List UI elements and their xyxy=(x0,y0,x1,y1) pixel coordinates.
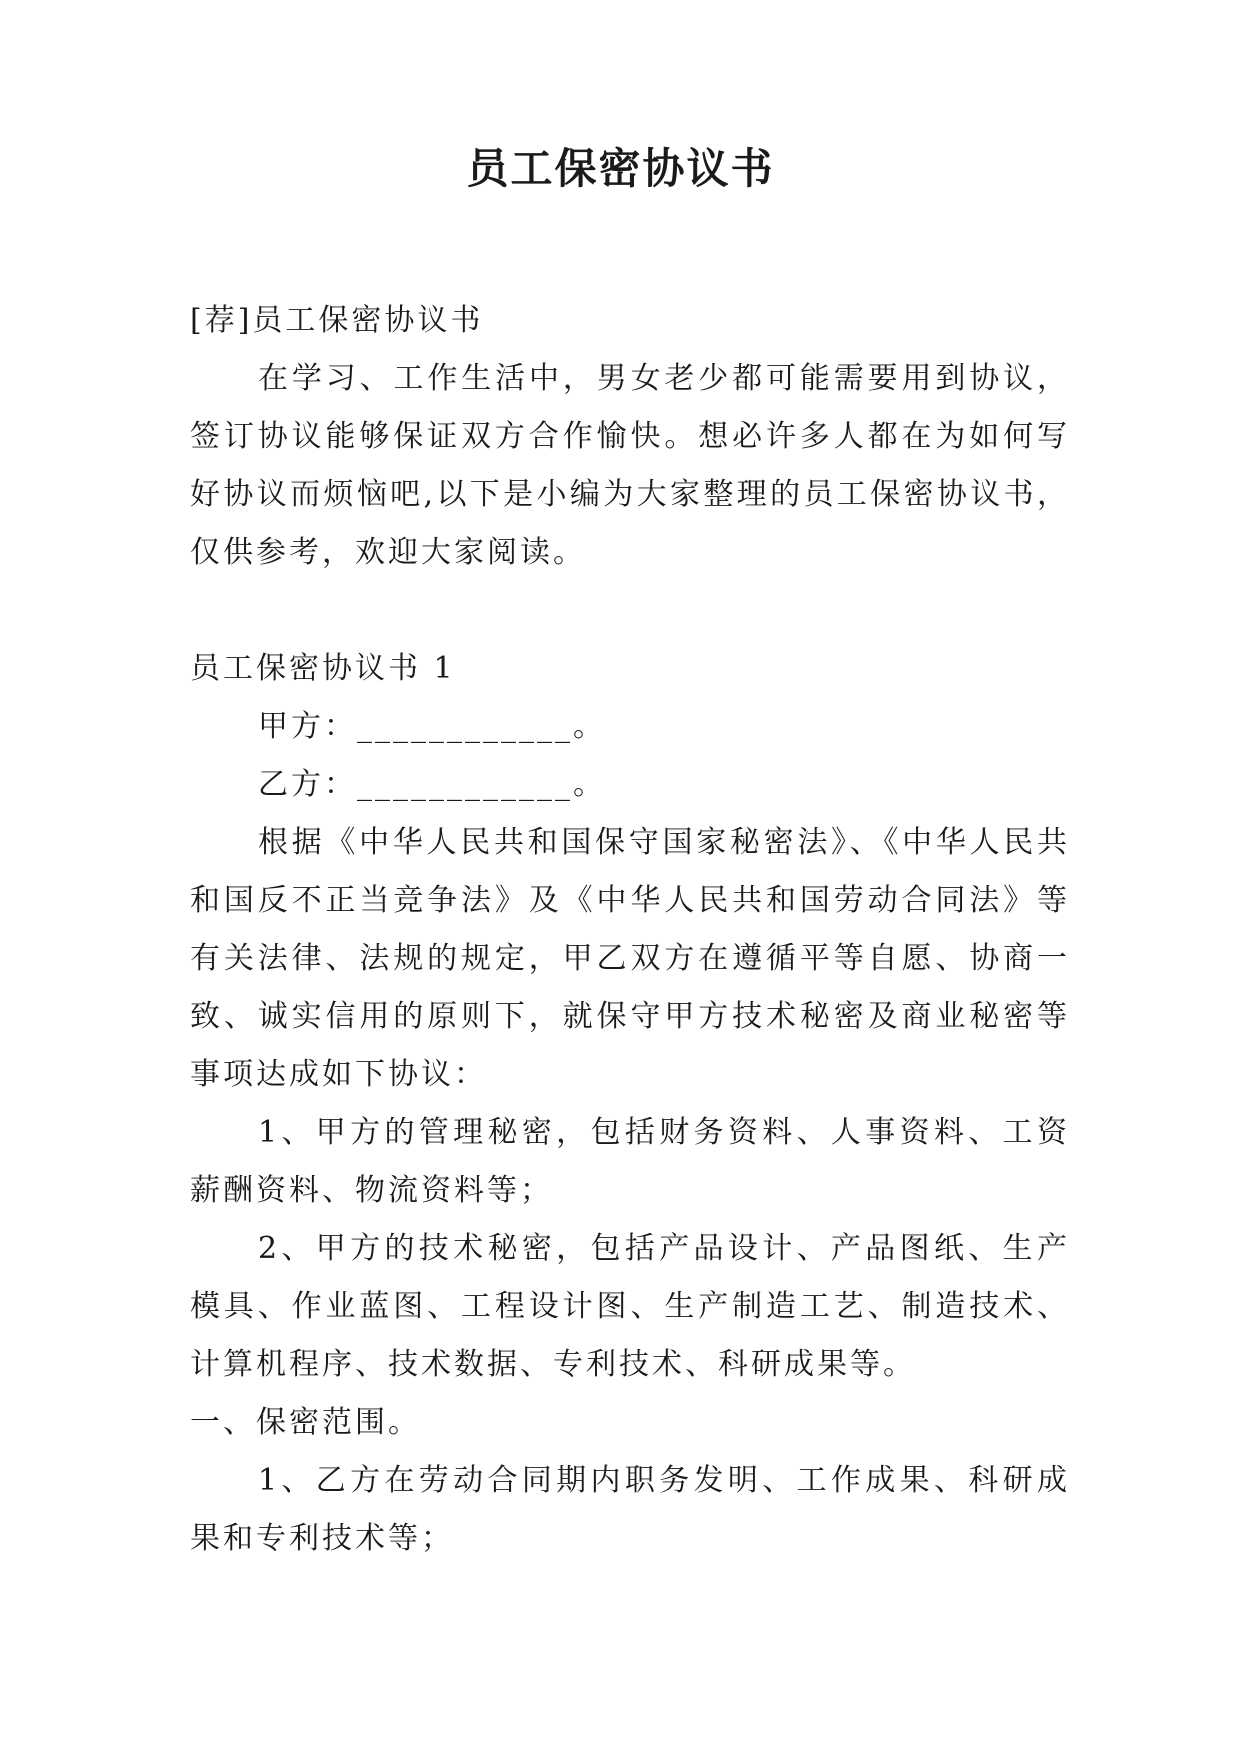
paragraph-gap xyxy=(190,582,1070,640)
item-2-line-2: 模具、作业蓝图、工程设计图、生产制造工艺、制造技术、 xyxy=(190,1289,1070,1324)
document-title: 员工保密协议书 xyxy=(466,144,775,193)
basis-line-4: 致、诚实信用的原则下，就保守甲方技术秘密及商业秘密等 xyxy=(190,999,1070,1034)
item-1-line-1: 1、甲方的管理秘密，包括财务资料、人事资料、工资 xyxy=(258,1115,1070,1150)
intro-line-2: 签订协议能够保证双方合作愉快。想必许多人都在为如何写 xyxy=(190,419,1070,454)
section-heading: 员工保密协议书 1 xyxy=(190,651,456,686)
scope-item-1-line-1: 1、乙方在劳动合同期内职务发明、工作成果、科研成 xyxy=(258,1463,1070,1498)
intro-line-3: 好协议而烦恼吧,以下是小编为大家整理的员工保密协议书， xyxy=(190,477,1070,512)
item-2-line-1: 2、甲方的技术秘密，包括产品设计、产品图纸、生产 xyxy=(258,1231,1070,1266)
basis-line-5: 事项达成如下协议： xyxy=(190,1057,487,1092)
intro-line-4: 仅供参考，欢迎大家阅读。 xyxy=(190,535,586,570)
basis-line-1: 根据《中华人民共和国保守国家秘密法》、《中华人民共 xyxy=(258,825,1070,860)
scope-heading: 一、保密范围。 xyxy=(190,1405,421,1440)
party-a-line: 甲方：____________。 xyxy=(258,709,606,744)
scope-item-1-line-2: 果和专利技术等； xyxy=(190,1521,454,1556)
item-2-line-3: 计算机程序、技术数据、专利技术、科研成果等。 xyxy=(190,1347,916,1382)
item-1-line-2: 薪酬资料、物流资料等； xyxy=(190,1173,553,1208)
party-b-line: 乙方：____________。 xyxy=(258,767,606,802)
basis-line-3: 有关法律、法规的规定，甲乙双方在遵循平等自愿、协商一 xyxy=(190,941,1070,976)
intro-line-1: 在学习、工作生活中，男女老少都可能需要用到协议， xyxy=(258,361,1070,396)
document-body xyxy=(190,292,1070,1568)
subtitle-line: [荐]员工保密协议书 xyxy=(190,303,484,338)
basis-line-2: 和国反不正当竞争法》及《中华人民共和国劳动合同法》等 xyxy=(190,883,1070,918)
